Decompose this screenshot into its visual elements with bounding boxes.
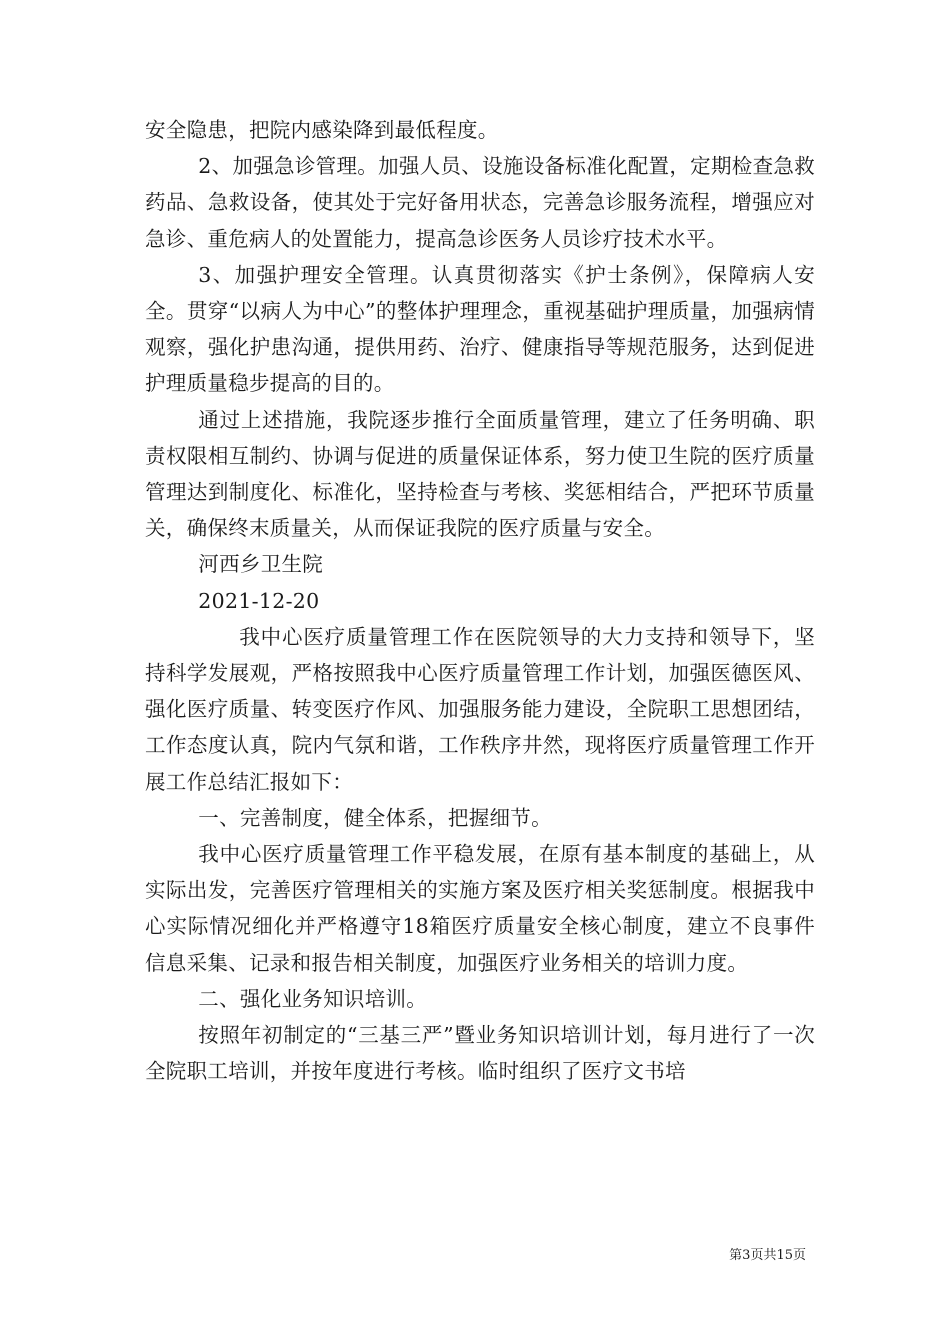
signature-date: 2021-12-20 (198, 588, 320, 613)
section-heading-1: 一、完善制度，健全体系，把握细节。 (198, 805, 552, 830)
page-number-footer: 第3页共15页 (729, 1248, 806, 1263)
paragraph-infection-control-end: 安全隐患，把院内感染降到最低程度。 (145, 118, 499, 142)
paragraph-training: 按照年初制定的“三基三严”暨业务知识培训计划，每月进行了一次全院职工培训，并按年度进行考核。临时组织了医疗文书培 (145, 1023, 815, 1084)
document-body (145, 112, 815, 1089)
paragraph-system-improvement: 我中心医疗质量管理工作平稳发展，在原有基本制度的基础上，从实际出发，完善医疗管理相关的实施方案及医疗相关奖惩制度。根据我中心实际情况细化并严格遵守18箱医疗质量安全核心制度，建立不良事件信息采集、记录和报告相关制度，加强医疗业务相关的培训力度。 (145, 842, 815, 975)
paragraph-measures-summary: 通过上述措施，我院逐步推行全面质量管理，建立了任务明确、职责权限相互制约、协调与促进的质量保证体系，努力使卫生院的医疗质量管理达到制度化、标准化，坚持检查与考核、奖惩相结合，严把环节质量关，确保终末质量关，从而保证我院的医疗质量与安全。 (145, 407, 815, 541)
section-heading-2: 二、强化业务知识培训。 (198, 986, 428, 1011)
signature-organization: 河西乡卫生院 (198, 552, 324, 577)
paragraph-nursing-safety: 3、加强护理安全管理。认真贯彻落实《护士条例》，保障病人安全。贯穿“以病人为中心”的整体护理理念，重视基础护理质量，加强病情观察，强化护患沟通，提供用药、治疗、健康指导等规范服务，达到促进护理质量稳步提高的目的。 (145, 262, 815, 396)
paragraph-report-intro: 我中心医疗质量管理工作在医院领导的大力支持和领导下，坚持科学发展观，严格按照我中心医疗质量管理工作计划，加强医德医风、强化医疗质量、转变医疗作风、加强服务能力建设，全院职工思想团结，工作态度认真，院内气氛和谐，工作秩序井然，现将医疗质量管理工作开展工作总结汇报如下： (145, 624, 815, 794)
paragraph-emergency-management: 2、加强急诊管理。加强人员、设施设备标准化配置，定期检查急救药品、急救设备，使其处于完好备用状态，完善急诊服务流程，增强应对急诊、重危病人的处置能力，提高急诊医务人员诊疗技术水平。 (145, 154, 815, 251)
